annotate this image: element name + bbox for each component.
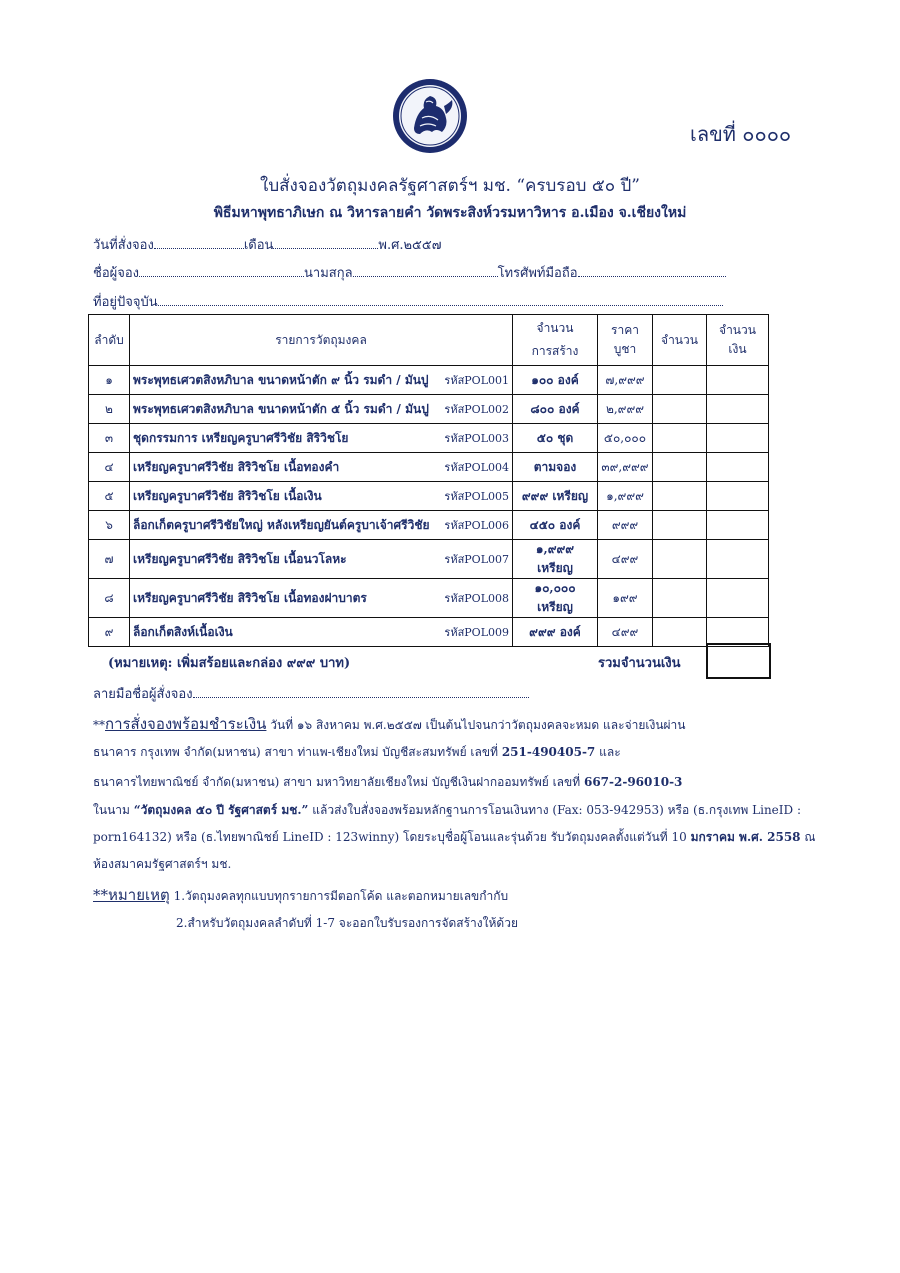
remark1: 1.วัตถุมงคลทุกแบบทุกรายการมีตอกโค้ด และตอกหมายเลขกำกับ (173, 889, 509, 903)
row-item-code: รหัสPOL005 (444, 490, 509, 503)
phone-label: โทรศัพท์มือถือ (497, 266, 578, 281)
bank1-line (93, 743, 621, 762)
accessory-note: (หมายเหตุ: เพิ่มสร้อยและกล่อง ๙๙๙ บาท) (108, 656, 351, 671)
row-item-wrap (133, 516, 509, 535)
payment-line1: วันที่ ๑๖ สิงหาคม พ.ศ.๒๕๕๗ เป็นต้นไปจนกว่าวัตถุมงคลจะหมด และจ่ายเงินผ่าน (270, 718, 686, 732)
table-row (89, 482, 769, 511)
total-label: รวมจำนวนเงิน (598, 656, 681, 671)
account-name-line (93, 801, 801, 820)
row-amount-field[interactable] (707, 453, 769, 482)
bank1-tail: และ (599, 745, 621, 759)
row-item-wrap (133, 550, 509, 569)
receive-tail: ณ (804, 830, 816, 844)
row-price: ๒,๙๙๙ (598, 395, 653, 424)
year-label: พ.ศ.๒๕๕๗ (378, 238, 442, 253)
transfer-text: แล้วส่งใบสั่งจองพร้อมหลักฐานการโอนเงินทาง (Fax: 053-942953) หรือ (ธ.กรุงเทพ LineID : (312, 803, 801, 817)
row-item-wrap (133, 371, 509, 390)
phone-field[interactable] (578, 266, 726, 277)
row-qty-field[interactable] (653, 395, 707, 424)
remark-heading-asterisks: ** (93, 886, 108, 904)
remark-line1 (93, 883, 508, 907)
row-qty-made: ๑,๙๙๙ เหรียญ (513, 540, 598, 579)
row-item-code: รหัสPOL007 (444, 553, 509, 566)
row-amount-field[interactable] (707, 579, 769, 618)
row-price: ๙๙๙ (598, 511, 653, 540)
header-no: ลำดับ (89, 315, 130, 366)
table-row (89, 424, 769, 453)
row-qty-made: ๑๐๐ องค์ (513, 366, 598, 395)
month-label: เดือน (243, 238, 274, 253)
row-item-wrap (133, 429, 509, 448)
row-qty-field[interactable] (653, 453, 707, 482)
header-qty-made (513, 315, 598, 366)
row-item-name: ชุดกรรมการ เหรียญครูบาศรีวิชัย สิริวิชโย (133, 430, 349, 445)
table-row (89, 540, 769, 579)
row-qty-field[interactable] (653, 540, 707, 579)
total-amount-field[interactable] (706, 643, 771, 679)
row-no: ๖ (89, 511, 130, 540)
name-line (93, 262, 726, 283)
remark-heading: หมายเหตุ (108, 886, 170, 904)
location-line: ห้องสมาคมรัฐศาสตร์ฯ มช. (93, 857, 232, 871)
row-item (130, 511, 513, 540)
payment-paragraph-line1 (93, 712, 686, 736)
row-no: ๑ (89, 366, 130, 395)
row-item-wrap (133, 589, 509, 608)
row-qty-field[interactable] (653, 511, 707, 540)
row-item-code: รหัสPOL003 (444, 432, 509, 445)
table-row (89, 453, 769, 482)
row-item-name: เหรียญครูบาศรีวิชัย สิริวิชโย เนื้อทองฝาบาตร (133, 590, 367, 605)
row-amount-field[interactable] (707, 395, 769, 424)
row-qty-field[interactable] (653, 482, 707, 511)
payment-heading: การสั่งจองพร้อมชำระเงิน (105, 715, 267, 733)
row-no: ๕ (89, 482, 130, 511)
row-amount-field[interactable] (707, 366, 769, 395)
row-item-code: รหัสPOL004 (444, 461, 509, 474)
row-amount-field[interactable] (707, 482, 769, 511)
row-item (130, 482, 513, 511)
row-item-name: ล็อกเก็ตครูบาศรีวิชัยใหญ่ หลังเหรียญยันต์ครูบาเจ้าศรีวิชัย (133, 517, 430, 532)
date-line (93, 234, 442, 255)
header-price: ราคาบูชา (598, 315, 653, 366)
date-field[interactable] (154, 238, 244, 249)
surname-label: นามสกุล (304, 266, 353, 281)
header-qty: จำนวน (653, 315, 707, 366)
month-field[interactable] (273, 238, 378, 249)
line-ids-text: porn164132) หรือ (ธ.ไทยพาณิชย์ LineID : 123winny) โดยระบุชื่อผู้โอนและรุ่นด้วย รับวัตถุมงคลตั้งแต่วันที่ 10 (93, 830, 687, 844)
bank2-line (93, 773, 682, 792)
row-item (130, 424, 513, 453)
row-item (130, 618, 513, 647)
row-price: ๑๙๙ (598, 579, 653, 618)
table-row (89, 511, 769, 540)
table-row (89, 395, 769, 424)
row-item-code: รหัสPOL006 (444, 519, 509, 532)
row-item-wrap (133, 623, 509, 642)
row-qty-made: ๙๙๙ เหรียญ (513, 482, 598, 511)
row-item-name: เหรียญครูบาศรีวิชัย สิริวิชโย เนื้อนวโลหะ (133, 551, 347, 566)
row-qty-field[interactable] (653, 618, 707, 647)
bank1-account: 251-490405-7 (501, 745, 596, 759)
row-item-name: เหรียญครูบาศรีวิชัย สิริวิชโย เนื้อเงิน (133, 488, 322, 503)
name-prefix: ในนาม (93, 803, 130, 817)
header-qty-made-line2: การสร้าง (531, 344, 579, 358)
row-qty-made: ๘๐๐ องค์ (513, 395, 598, 424)
row-qty-field[interactable] (653, 579, 707, 618)
row-item-name: ล็อกเก็ตสิงห์เนื้อเงิน (133, 624, 233, 639)
signature-line (93, 683, 529, 704)
name-field[interactable] (139, 266, 304, 277)
row-amount-field[interactable] (707, 540, 769, 579)
address-label: ที่อยู่ปัจจุบัน (93, 295, 158, 310)
row-qty-made: ๑๐,๐๐๐ เหรียญ (513, 579, 598, 618)
row-item (130, 366, 513, 395)
row-amount-field[interactable] (707, 424, 769, 453)
signature-field[interactable] (193, 687, 529, 698)
bank2-text: ธนาคารไทยพาณิชย์ จำกัด(มหาชน) สาขา มหาวิทยาลัยเชียงใหม่ บัญชีเงินฝากออมทรัพย์ เลขที่ (93, 775, 581, 789)
row-price: ๔๙๙ (598, 618, 653, 647)
row-item-code: รหัสPOL002 (444, 403, 509, 416)
row-qty-made: ตามจอง (513, 453, 598, 482)
row-item-code: รหัสPOL001 (444, 374, 509, 387)
payment-asterisks: ** (93, 718, 105, 732)
row-price: ๕๐,๐๐๐ (598, 424, 653, 453)
row-price: ๑,๙๙๙ (598, 482, 653, 511)
row-qty-made: ๔๕๐ องค์ (513, 511, 598, 540)
header-qty-made-line1: จำนวน (536, 321, 574, 335)
remark2: 2.สำหรับวัตถุมงคลลำดับที่ 1-7 จะออกใบรับรองการจัดสร้างให้ด้วย (176, 916, 518, 930)
form-title: ใบสั่งจองวัตถุมงคลรัฐศาสตร์ฯ มช. “ครบรอบ ๕๐ ปี” (260, 176, 640, 196)
row-item (130, 395, 513, 424)
row-price: ๔๙๙ (598, 540, 653, 579)
row-qty-made: ๙๙๙ องค์ (513, 618, 598, 647)
row-item-wrap (133, 487, 509, 506)
header-amount: จำนวนเงิน (707, 315, 769, 366)
table-row (89, 618, 769, 647)
surname-field[interactable] (353, 266, 498, 277)
row-no: ๗ (89, 540, 130, 579)
row-item-name: เหรียญครูบาศรีวิชัย สิริวิชโย เนื้อทองคำ (133, 459, 340, 474)
form-subtitle: พิธีมหาพุทธาภิเษก ณ วิหารลายคำ วัดพระสิงห์วรมหาวิหาร อ.เมือง จ.เชียงใหม่ (213, 205, 687, 221)
university-seal-logo (392, 78, 468, 154)
order-table (88, 314, 769, 647)
signature-label: ลายมือชื่อผู้สั่งจอง (93, 687, 193, 702)
row-qty-made: ๕๐ ชุด (513, 424, 598, 453)
bank1-text: ธนาคาร กรุงเทพ จำกัด(มหาชน) สาขา ท่าแพ-เชียงใหม่ บัญชีสะสมทรัพย์ เลขที่ (93, 745, 498, 759)
line-ids-line (93, 828, 815, 847)
row-no: ๓ (89, 424, 130, 453)
bank2-account: 667-2-96010-3 (583, 775, 683, 789)
document-number: เลขที่ ๐๐๐๐ (690, 122, 792, 146)
row-no: ๙ (89, 618, 130, 647)
row-price: ๗,๙๙๙ (598, 366, 653, 395)
row-item-wrap (133, 400, 509, 419)
header-item: รายการวัตถุมงคล (130, 315, 513, 366)
row-item-name: พระพุทธเศวตสิงหภิบาล ขนาดหน้าตัก ๙ นิ้ว รมดำ / มันปู (133, 372, 429, 387)
receive-date: มกราคม พ.ศ. 2558 (690, 830, 801, 844)
row-qty-field[interactable] (653, 366, 707, 395)
name-label: ชื่อผู้จอง (93, 266, 140, 281)
row-item-wrap (133, 458, 509, 477)
row-item (130, 540, 513, 579)
row-qty-field[interactable] (653, 424, 707, 453)
row-no: ๒ (89, 395, 130, 424)
row-item (130, 453, 513, 482)
table-header-row (89, 315, 769, 366)
table-row (89, 366, 769, 395)
row-amount-field[interactable] (707, 511, 769, 540)
row-price: ๓๙,๙๙๙ (598, 453, 653, 482)
row-item-code: รหัสPOL008 (444, 592, 509, 605)
row-item (130, 579, 513, 618)
row-item-code: รหัสPOL009 (444, 626, 509, 639)
row-no: ๘ (89, 579, 130, 618)
account-name: “วัตถุมงคล ๕๐ ปี รัฐศาสตร์ มช.” (133, 803, 309, 817)
table-row (89, 579, 769, 618)
date-label: วันที่สั่งจอง (93, 238, 154, 253)
address-field[interactable] (158, 295, 723, 306)
row-item-name: พระพุทธเศวตสิงหภิบาล ขนาดหน้าตัก ๕ นิ้ว รมดำ / มันปู (133, 401, 429, 416)
address-line (93, 291, 723, 312)
row-no: ๔ (89, 453, 130, 482)
